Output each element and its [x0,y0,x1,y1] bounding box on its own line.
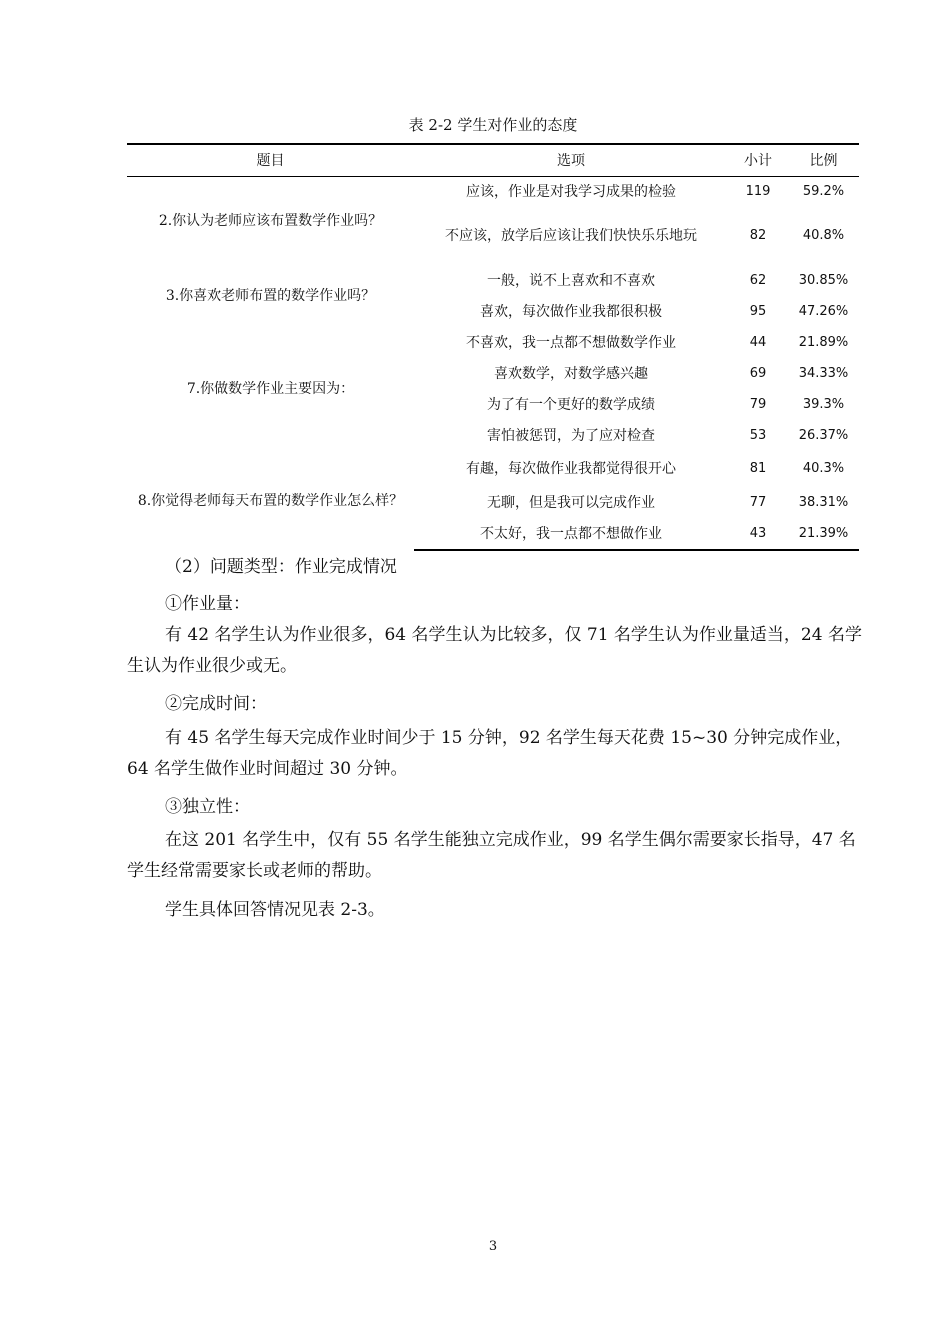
count-cell: 82 [749,228,767,243]
count-cell: 119 [745,183,771,199]
count-cell: 77 [749,494,767,510]
ratio-cell: 26.37% [798,427,849,443]
item2-paragraph: 有 45 名学生每天完成作业时间少于 15 分钟，92 名学生每天花费 15~30 分钟完成作业，64 名学生做作业时间超过 30 分钟。 [127,728,853,779]
section-heading: （2）问题类型：作业完成情况 [165,557,397,577]
option-cell: 一般，说不上喜欢和不喜欢 [487,272,655,289]
option-cell: 不太好，我一点都不想做作业 [414,519,728,550]
option-cell: 无聊，但是我可以完成作业 [487,494,655,511]
count-cell: 81 [749,460,767,476]
question-cell: 3.你喜欢老师布置的数学作业吗？ [165,288,376,304]
option-cell: 为了有一个更好的数学成绩 [487,396,655,413]
count-cell: 44 [749,334,767,350]
option-cell: 有趣，每次做作业我都觉得很开心 [466,460,676,477]
table-header-row [127,144,859,176]
table-row [127,327,859,358]
option-cell: 不应该，放学后应该让我们快快乐乐地玩 [445,227,697,244]
closing-paragraph: 学生具体回答情况见表 2-3。 [165,900,385,920]
table-row [127,265,859,296]
header-question: 题目 [127,144,414,176]
item2-heading: ②完成时间： [165,694,267,714]
option-cell: 应该，作业是对我学习成果的检验 [466,183,676,200]
ratio-cell: 59.2% [802,183,845,199]
ratio-cell: 30.85% [798,272,849,288]
question-cell: 7.你做数学作业主要因为： [186,381,355,397]
count-cell: 53 [749,427,767,443]
ratio-cell: 34.33% [798,365,849,381]
option-cell: 不喜欢，我一点都不想做数学作业 [466,334,676,351]
count-cell: 95 [749,303,767,319]
question-cell: 8.你觉得老师每天布置的数学作业怎么样？ [137,492,404,509]
count-cell: 43 [728,519,788,550]
attitude-table [127,143,859,551]
page-number: 3 [488,1239,498,1254]
option-cell: 喜欢数学，对数学感兴趣 [494,365,648,382]
option-cell: 喜欢，每次做作业我都很积极 [480,303,662,320]
ratio-cell: 21.89% [798,334,849,350]
header-option: 选项 [414,144,728,176]
item3-heading: ③独立性： [165,797,250,817]
ratio-cell: 40.3% [802,460,845,476]
header-count: 小计 [728,144,788,176]
ratio-cell: 21.39% [788,519,859,550]
header-ratio: 比例 [788,144,859,176]
count-cell: 69 [749,365,767,381]
table-row [127,451,859,486]
ratio-cell: 38.31% [798,494,849,510]
item1-heading: ①作业量： [165,594,250,614]
option-cell: 害怕被惩罚，为了应对检查 [487,427,655,444]
table-row [127,176,859,207]
ratio-cell: 39.3% [802,396,845,412]
ratio-cell: 47.26% [798,303,849,319]
question-cell: 2.你认为老师应该布置数学作业吗？ [158,212,383,229]
count-cell: 62 [749,272,767,288]
ratio-cell: 40.8% [802,228,845,243]
count-cell: 79 [749,396,767,412]
item1-paragraph: 有 42 名学生认为作业很多，64 名学生认为比较多，仅 71 名学生认为作业量适当，24 名学生认为作业很少或无。 [127,625,862,676]
item3-paragraph: 在这 201 名学生中，仅有 55 名学生能独立完成作业，99 名学生偶尔需要家长指导，47 名学生经常需要家长或老师的帮助。 [127,830,856,881]
table-caption: 表 2-2 学生对作业的态度 [408,116,578,134]
